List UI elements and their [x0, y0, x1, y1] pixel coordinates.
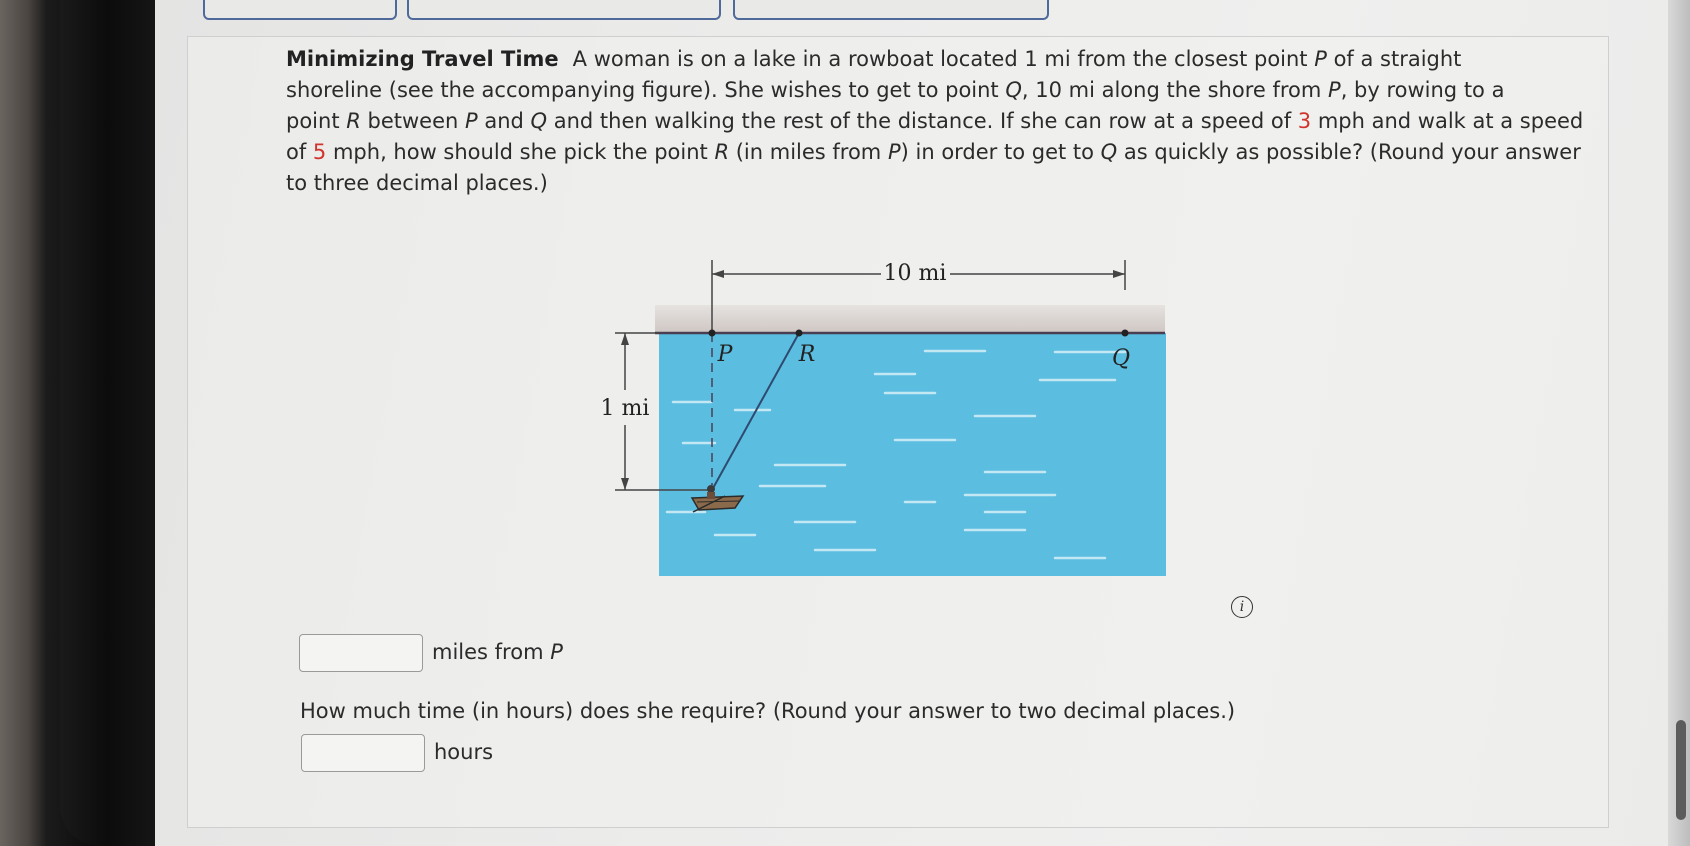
var-p: P	[550, 640, 563, 664]
label-r: R	[798, 342, 816, 367]
var-r: R	[714, 140, 730, 164]
text: , by rowing to a	[1340, 78, 1505, 102]
text: between	[360, 109, 465, 133]
arrow-right-icon	[1113, 270, 1125, 278]
text: , 10 mi along the shore from	[1021, 78, 1329, 102]
info-icon[interactable]: i	[1231, 596, 1253, 618]
text: point	[286, 109, 347, 133]
text: mph, how should she pick the point	[326, 140, 715, 164]
var-p: P	[1328, 78, 1341, 102]
top-tab-1[interactable]	[203, 0, 397, 20]
problem-line-3	[286, 106, 1690, 137]
var-p: P	[465, 109, 478, 133]
shore-strip	[655, 305, 1165, 333]
problem-text	[286, 44, 1690, 199]
answer-time-input[interactable]	[301, 734, 425, 772]
label-10mi: 10 mi	[883, 261, 947, 286]
unit-text: miles from	[432, 640, 551, 664]
monitor-bezel-inner	[60, 0, 155, 846]
text: (in miles from	[729, 140, 888, 164]
scrollbar-track	[1668, 0, 1690, 846]
var-r: R	[346, 109, 361, 133]
text: A woman is on a lake in a rowboat located 1 mi from the closest point	[572, 47, 1315, 71]
var-q: Q	[1005, 78, 1022, 102]
text: of	[286, 140, 313, 164]
arrow-down-icon	[621, 478, 629, 490]
lake-water	[659, 333, 1166, 576]
var-p: P	[1314, 47, 1327, 71]
label-p: P	[717, 342, 733, 367]
walk-speed: 5	[312, 140, 327, 164]
top-tab-3[interactable]	[733, 0, 1049, 20]
problem-line-4	[286, 137, 1690, 168]
var-p: P	[887, 140, 901, 164]
text: and	[477, 109, 531, 133]
text: of a straight	[1326, 47, 1462, 71]
scrollbar-thumb[interactable]	[1676, 720, 1686, 820]
label-q: Q	[1111, 346, 1131, 371]
point-r-dot	[796, 330, 803, 337]
answer-time-unit: hours	[434, 740, 494, 764]
arrow-left-icon	[712, 270, 724, 278]
label-1mi: 1 mi	[600, 396, 650, 421]
problem-title: Minimizing Travel Time	[286, 47, 559, 71]
lake-figure	[585, 250, 1185, 590]
text: shoreline (see the accompanying figure). She wishes to get to point	[286, 78, 1006, 102]
problem-line-2	[286, 75, 1690, 106]
point-p-dot	[709, 330, 716, 337]
var-q: Q	[1100, 140, 1118, 164]
problem-line-1	[286, 44, 1690, 75]
text: ) in order to get to	[900, 140, 1101, 164]
answer-distance-input[interactable]	[299, 634, 423, 672]
text: as quickly as possible? (Round your answer	[1117, 140, 1581, 164]
problem-line-5: to three decimal places.)	[286, 171, 548, 195]
arrow-up-icon	[621, 333, 629, 345]
question-time: How much time (in hours) does she require? (Round your answer to two decimal places.)	[300, 699, 1236, 723]
top-tab-2[interactable]	[407, 0, 721, 20]
text: mph and walk at a speed	[1311, 109, 1584, 133]
var-q: Q	[530, 109, 548, 133]
row-speed: 3	[1297, 109, 1312, 133]
answer-distance-unit	[432, 640, 563, 664]
screen	[155, 0, 1668, 846]
text: and then walking the rest of the distance. If she can row at a speed of	[547, 109, 1298, 133]
point-q-dot	[1122, 330, 1129, 337]
